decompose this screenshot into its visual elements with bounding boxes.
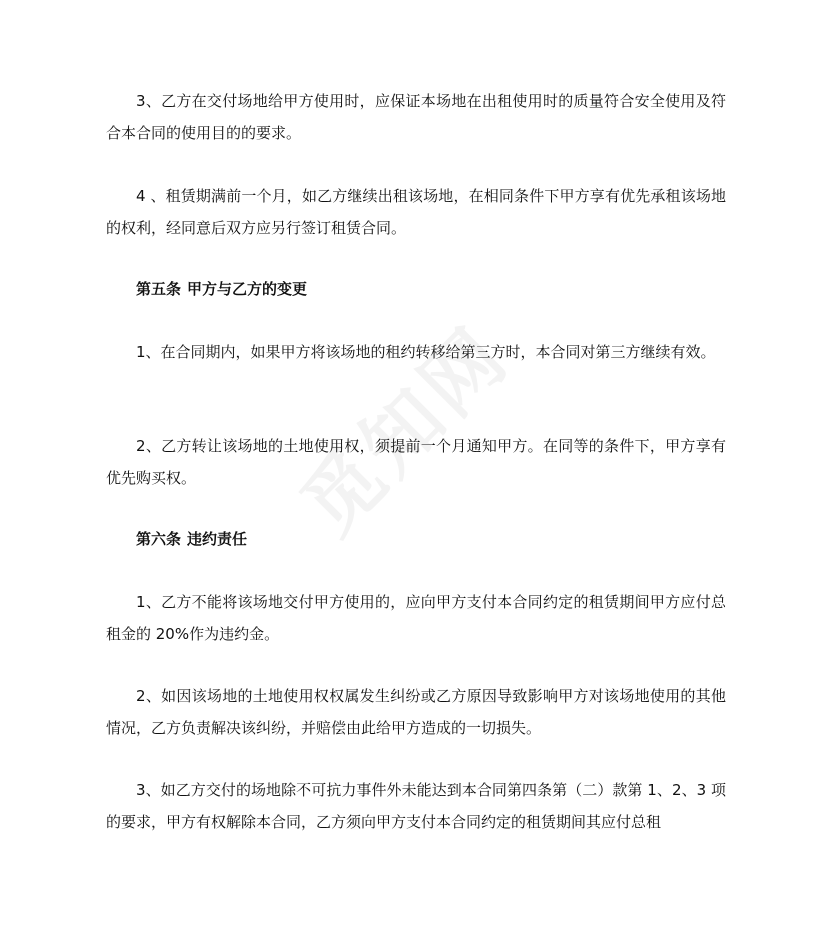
clause-5-item-1: 1、在合同期内，如果甲方将该场地的租约转移给第三方时，本合同对第三方继续有效。 <box>136 343 716 361</box>
clause-6-item-3: 3、如乙方交付的场地除不可抗力事件外未能达到本合同第四条第（二）款第 1、2、3 项的要求，甲方有权解除本合同，乙方须向甲方支付本合同约定的租赁期间其应付总租 <box>106 781 726 831</box>
clause-6-item-1: 1、乙方不能将该场地交付甲方使用的，应向甲方支付本合同约定的租赁期间甲方应付总租金的 20%作为违约金。 <box>106 593 726 643</box>
section-6-heading <box>136 523 247 555</box>
section-5-title: 甲方与乙方的变更 <box>187 280 308 298</box>
section-5-number: 第五条 <box>136 280 182 298</box>
section-6-title: 违约责任 <box>187 530 248 548</box>
section-6-number: 第六条 <box>136 530 182 548</box>
section-5-heading <box>136 273 307 305</box>
clause-4-item-3: 3、乙方在交付场地给甲方使用时，应保证本场地在出租使用时的质量符合安全使用及符合本合同的使用目的的要求。 <box>106 92 726 142</box>
clause-5-item-2: 2、乙方转让该场地的土地使用权，须提前一个月通知甲方。在同等的条件下，甲方享有优先购买权。 <box>106 437 726 487</box>
clause-6-item-2: 2、如因该场地的土地使用权权属发生纠纷或乙方原因导致影响甲方对该场地使用的其他情况，乙方负责解决该纠纷，并赔偿由此给甲方造成的一切损失。 <box>106 687 726 737</box>
clause-4-item-4: 4 、租赁期满前一个月，如乙方继续出租该场地，在相同条件下甲方享有优先承租该场地的权利，经同意后双方应另行签订租赁合同。 <box>106 187 726 237</box>
